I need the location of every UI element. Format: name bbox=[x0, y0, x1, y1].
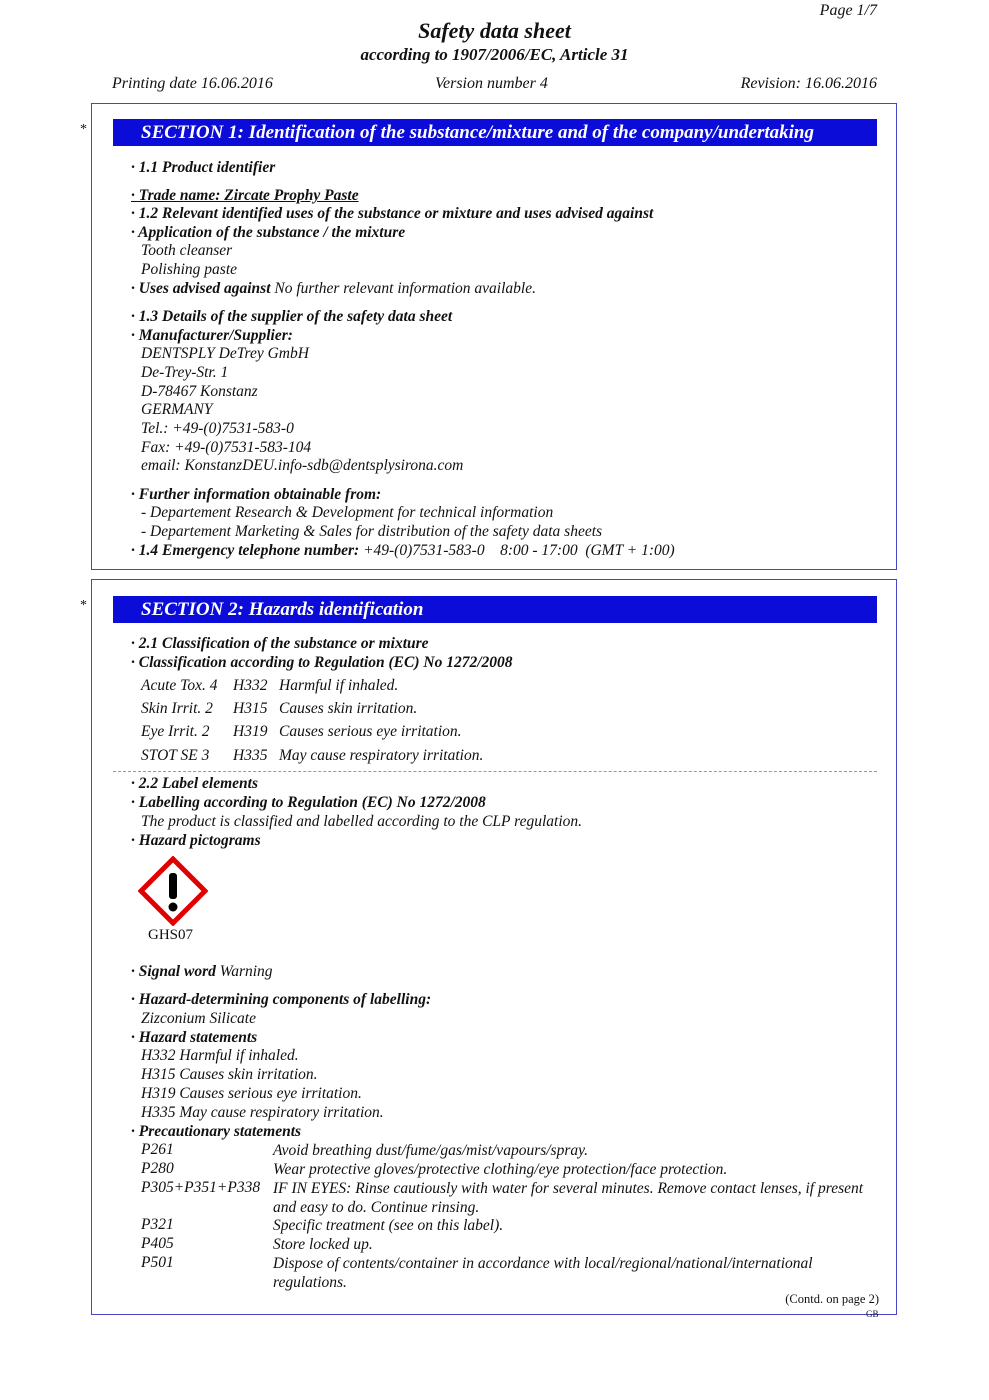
divider bbox=[113, 771, 877, 772]
phone-line: Tel.: +49-(0)7531-583-0 bbox=[141, 420, 294, 437]
precautionary-code: P321 bbox=[141, 1216, 174, 1233]
revision-date: Revision: 16.06.2016 bbox=[740, 75, 877, 92]
application-item: Polishing paste bbox=[141, 261, 238, 278]
version-number: Version number 4 bbox=[435, 75, 548, 92]
precautionary-code: P405 bbox=[141, 1235, 174, 1252]
precautionary-text: Store locked up. bbox=[273, 1236, 373, 1253]
uses-advised-against: · Uses advised against No further relevant information available. bbox=[131, 280, 536, 297]
page-number: Page 1/7 bbox=[819, 2, 877, 19]
hazard-pictograms-label: · Hazard pictograms bbox=[131, 832, 261, 849]
classification-regulation: · Classification according to Regulation (EC) No 1272/2008 bbox=[131, 654, 513, 671]
classification-row: STOT SE 3 H335 May cause respiratory irritation. bbox=[141, 747, 484, 764]
manufacturer-label: · Manufacturer/Supplier: bbox=[131, 327, 293, 344]
product-identifier-label: · 1.1 Product identifier bbox=[131, 159, 276, 176]
classification-title: · 2.1 Classification of the substance or mixture bbox=[131, 635, 429, 652]
document-subtitle: according to 1907/2006/EC, Article 31 bbox=[360, 45, 629, 64]
hazard-components-label: · Hazard-determining components of labelling: bbox=[131, 991, 432, 1008]
document-title: Safety data sheet bbox=[418, 18, 571, 43]
labelling-regulation: · Labelling according to Regulation (EC) No 1272/2008 bbox=[131, 794, 486, 811]
precautionary-code: P261 bbox=[141, 1141, 174, 1158]
precautionary-label: · Precautionary statements bbox=[131, 1123, 302, 1140]
printing-date: Printing date 16.06.2016 bbox=[112, 75, 273, 92]
section1-heading: SECTION 1: Identification of the substance/mixture and of the company/undertaking bbox=[113, 119, 877, 146]
exclamation-mark-pictogram-icon bbox=[138, 856, 208, 926]
section2-heading: SECTION 2: Hazards identification bbox=[113, 596, 877, 623]
trade-name: · Trade name: Zircate Prophy Paste bbox=[131, 187, 359, 204]
hazard-statement: H315 Causes skin irritation. bbox=[141, 1066, 318, 1083]
label-elements-title: · 2.2 Label elements bbox=[131, 775, 258, 792]
section2-change-marker: * bbox=[80, 598, 87, 613]
precautionary-code: P305+P351+P338 bbox=[141, 1179, 261, 1196]
further-info-label: · Further information obtainable from: bbox=[131, 486, 382, 503]
hazard-statements-label: · Hazard statements bbox=[131, 1029, 258, 1046]
country-code: GB bbox=[866, 1309, 879, 1319]
hazard-component: Zizconium Silicate bbox=[141, 1010, 256, 1027]
classification-row: Skin Irrit. 2 H315 Causes skin irritation. bbox=[141, 700, 418, 717]
hazard-statement: H335 May cause respiratory irritation. bbox=[141, 1104, 384, 1121]
classification-row: Acute Tox. 4 H332 Harmful if inhaled. bbox=[141, 677, 399, 694]
address-line: GERMANY bbox=[141, 401, 213, 418]
signal-word: · Signal word Warning bbox=[131, 963, 273, 980]
precautionary-code: P280 bbox=[141, 1160, 174, 1177]
relevant-uses-label: · 1.2 Relevant identified uses of the substance or mixture and uses advised against bbox=[131, 205, 654, 222]
precautionary-code: P501 bbox=[141, 1254, 174, 1271]
address-line: DENTSPLY DeTrey GmbH bbox=[141, 345, 309, 362]
hazard-statement: H319 Causes serious eye irritation. bbox=[141, 1085, 362, 1102]
hazard-statement: H332 Harmful if inhaled. bbox=[141, 1047, 299, 1064]
address-line: D-78467 Konstanz bbox=[141, 383, 258, 400]
continued-note: (Contd. on page 2) bbox=[785, 1292, 879, 1306]
application-label: · Application of the substance / the mixture bbox=[131, 224, 406, 241]
further-info-item: - Departement Marketing & Sales for distribution of the safety data sheets bbox=[141, 523, 603, 540]
classification-row: Eye Irrit. 2 H319 Causes serious eye irritation. bbox=[141, 723, 462, 740]
precautionary-text: Specific treatment (see on this label). bbox=[273, 1217, 504, 1234]
supplier-details-label: · 1.3 Details of the supplier of the safety data sheet bbox=[131, 308, 453, 325]
labelling-text: The product is classified and labelled according to the CLP regulation. bbox=[141, 813, 583, 830]
fax-line: Fax: +49-(0)7531-583-104 bbox=[141, 439, 312, 456]
emergency-telephone: · 1.4 Emergency telephone number: +49-(0)7531-583-0 8:00 - 17:00 (GMT + 1:00) bbox=[131, 542, 675, 559]
precautionary-text: IF IN EYES: Rinse cautiously with water for several minutes. Remove contact lenses, if present and easy to do. Continue rinsing. bbox=[273, 1180, 864, 1216]
precautionary-text: Wear protective gloves/protective clothing/eye protection/face protection. bbox=[273, 1161, 728, 1178]
pictogram-code: GHS07 bbox=[148, 927, 194, 943]
precautionary-text: Dispose of contents/container in accordance with local/regional/national/international regulations. bbox=[273, 1255, 813, 1291]
section1-change-marker: * bbox=[80, 122, 87, 137]
address-line: De-Trey-Str. 1 bbox=[141, 364, 229, 381]
application-item: Tooth cleanser bbox=[141, 242, 233, 259]
email-line[interactable]: email: KonstanzDEU.info-sdb@dentsplysirona.com bbox=[141, 457, 464, 474]
further-info-item: - Departement Research & Development for technical information bbox=[141, 504, 554, 521]
precautionary-text: Avoid breathing dust/fume/gas/mist/vapours/spray. bbox=[273, 1142, 589, 1159]
